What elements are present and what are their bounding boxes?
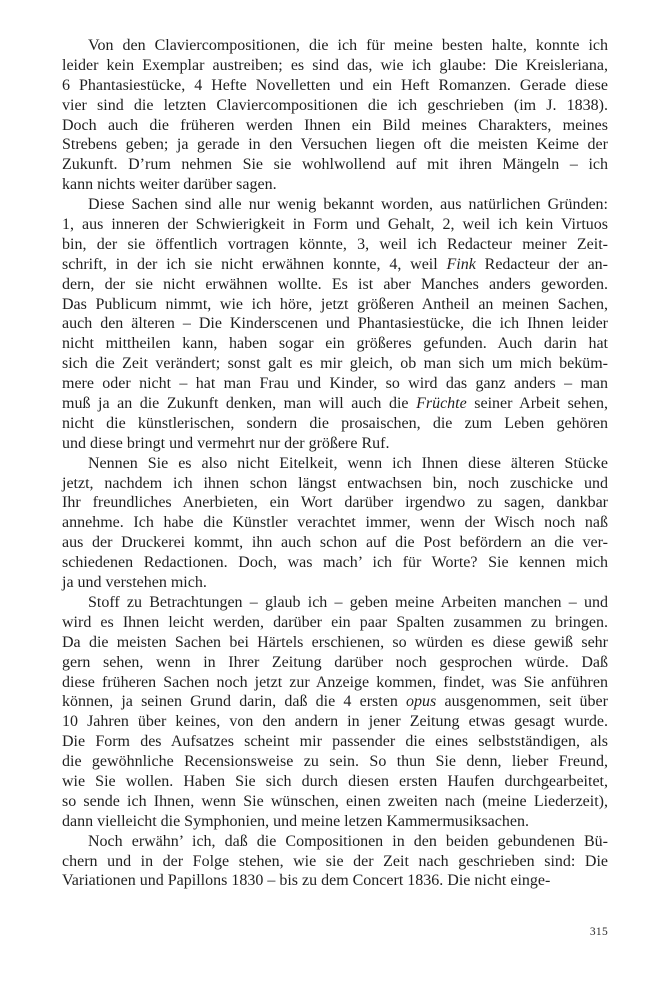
text-line: Doch auch die früheren werden Ihnen ein Bild meines Charakters, meines (62, 116, 608, 134)
text-line: annehme. Ich habe die Künstler verachtet immer, wenn der Wisch noch naß (62, 514, 608, 532)
text-line: nicht mittheilen kann, haben sogar ein größeres gefunden. Auch darin hat (62, 335, 608, 353)
text-line: Ihr freundliches Anerbieten, ein Wort darüber irgendwo zu sagen, dankbar (62, 494, 608, 512)
text-line: Stoff zu Betrachtungen – glaub ich – geben meine Arbeiten manchen – und (88, 593, 608, 611)
text-line: dann vielleicht die Symphonien, und meine letzen Kammermusiksachen. (62, 812, 529, 830)
page-number: 315 (589, 926, 608, 938)
text-line: 6 Phantasiestücke, 4 Hefte Novelletten und ein Heft Romanzen. Gerade diese (62, 76, 608, 94)
text-line: schiedenen Redactionen. Doch, was mach’ ich für Worte? Sie kennen mich (62, 554, 608, 572)
text-line: Zukunft. D’rum nehmen Sie sie wohlwollend auf mit ihren Mängeln – ich (62, 156, 608, 174)
text-line: Da die meisten Sachen bei Härtels erschienen, so würden es diese gewiß sehr (62, 633, 608, 651)
text-line: Nennen Sie es also nicht Eitelkeit, wenn ich Ihnen diese älteren Stücke (88, 454, 608, 472)
text-line: Von den Claviercompositionen, die ich für meine besten halte, konnte ich (88, 37, 608, 54)
text-line: wird es Ihnen leicht werden, darüber ein paar Spalten zusammen zu bringen. (62, 613, 608, 631)
text-line: vier sind die letzten Claviercompositionen die ich geschrieben (im J. 1838). (62, 96, 608, 114)
text-line: ja und verstehen mich. (62, 574, 207, 592)
text-line: bin, der sie öffentlich vortragen könnte, 3, weil ich Redacteur meiner Zeit- (62, 235, 608, 253)
text-line: können, ja seinen Grund darin, daß die 4 ersten opus ausgenommen, seit über (62, 693, 608, 711)
text-line: aus der Druckerei kommt, ihn auch schon auf die Post befördern an die ver- (62, 534, 608, 552)
text-line: muß ja an die Zukunft denken, man will auch die Früchte seiner Arbeit sehen, (62, 395, 609, 413)
text-line: sich die Zeit verändert; sonst galt es mir gleich, ob man sich um mich beküm- (62, 355, 608, 373)
text-line: wie Sie wollen. Haben Sie sich durch diesen ersten Haufen durchgearbeitet, (62, 772, 608, 790)
text-line: 1, aus inneren der Schwierigkeit in Form und Gehalt, 2, weil ich kein Virtuos (62, 216, 608, 234)
text-line: und diese bringt und vermehrt nur der größere Ruf. (62, 434, 390, 452)
text-block (62, 36, 608, 891)
text-line: chern und in der Folge stehen, wie sie der Zeit nach geschrieben sind: Die (62, 852, 608, 870)
italic-text: Früchte (416, 395, 467, 413)
text-line: nicht die künstlerischen, sondern die prosaischen, die zum Leben gehören (62, 414, 608, 432)
text-line: schrift, in der ich sie nicht erwähnen konnte, 4, weil Fink Redacteur der an- (62, 255, 609, 273)
text-line: auch den älteren – Die Kinderscenen und Phantasiestücke, die ich Ihnen leider (62, 315, 608, 333)
text-line: Die Form des Aufsatzes scheint mir passender die eines selbstständigen, als (62, 733, 608, 751)
text-line: Diese Sachen sind alle nur wenig bekannt worden, aus natürlichen Gründen: (88, 196, 608, 214)
text-line: Variationen und Papillons 1830 – bis zu dem Concert 1836. Die nicht einge- (62, 872, 551, 890)
text-line: 10 Jahren über keines, von den andern in jener Zeitung etwas gesagt wurde. (62, 713, 608, 731)
text-line: die gewöhnliche Recensionsweise zu sein. So thun Sie denn, lieber Freund, (62, 753, 608, 771)
text-line: gern sehen, wenn in Ihrer Zeitung darüber noch gesprochen würde. Daß (62, 653, 608, 671)
text-line: leider kein Exemplar austreiben; es sind das, wie ich glaube: Die Kreisleriana, (62, 56, 608, 74)
text-line: Das Publicum nimmt, wie ich höre, jetzt größeren Antheil an meinen Sachen, (62, 295, 608, 313)
text-line: jetzt, nachdem ich ihnen schon längst entwachsen bin, noch zuschicke und (62, 474, 608, 492)
text-line: Noch erwähn’ ich, daß die Compositionen in den beiden gebundenen Bü- (88, 832, 608, 850)
text-line: kann nichts weiter darüber sagen. (62, 176, 277, 194)
italic-text: opus (406, 693, 437, 711)
italic-text: Fink (446, 255, 476, 273)
text-line: so sende ich Ihnen, wenn Sie wünschen, einen zweiten nach (meine Liederzeit), (62, 792, 608, 810)
text-line: diese früheren Sachen noch jetzt zur Anzeige kommen, findet, was Sie anführen (62, 673, 608, 691)
text-line: Strebens geben; ja gerade in den Versuchen liegen oft die meisten Keime der (62, 136, 608, 154)
text-line: mere oder nicht – hat man Frau und Kinder, so wird das ganz anders – man (62, 375, 608, 393)
text-line: dern, der sie nicht erwähnen wollte. Es ist aber Manches anders geworden. (62, 275, 608, 293)
